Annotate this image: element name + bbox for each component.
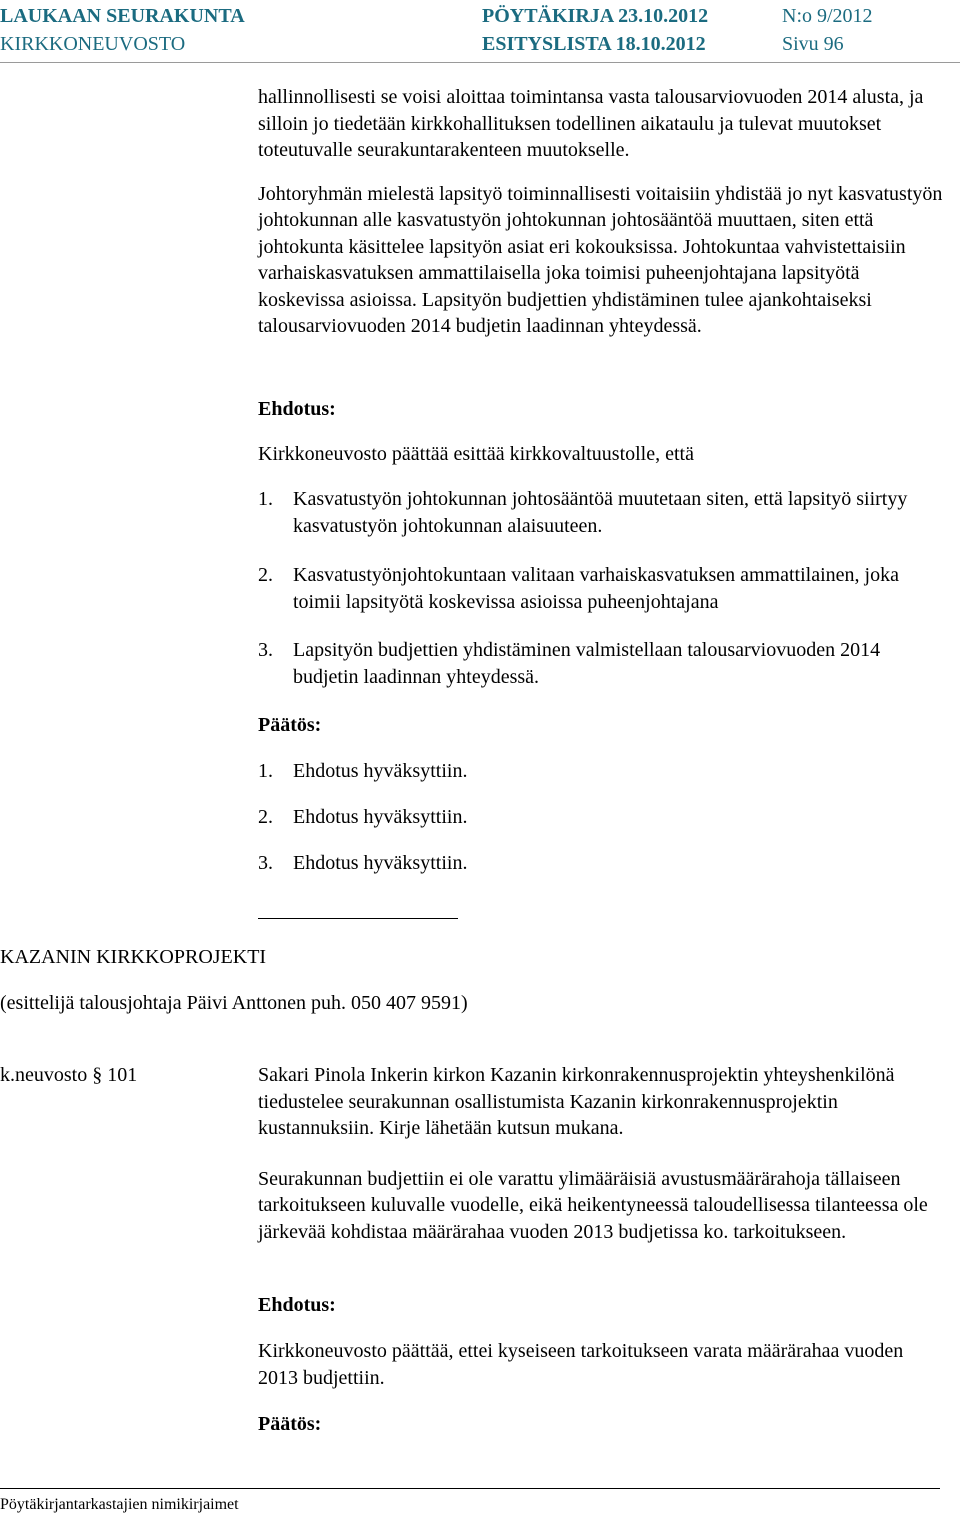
- decision-heading: Päätös:: [258, 714, 322, 736]
- proposal-lead: Kirkkoneuvosto päättää esittää kirkkovaltuustolle, että: [258, 443, 694, 465]
- proposal-item-2: [258, 562, 938, 615]
- page-header: [0, 0, 960, 62]
- proposal-heading: Ehdotus:: [258, 398, 336, 420]
- proposal-item-1: [258, 486, 938, 539]
- proposal-item-text: Kasvatustyön johtokunnan johtosääntöä muutetaan siten, että lapsityö siirtyy kasvatustyön johtokunnan alaisuuteen.: [293, 488, 908, 537]
- decision-item-2: [258, 804, 467, 831]
- header-divider: [0, 62, 960, 63]
- proposal-item-3: [258, 637, 938, 690]
- proposal-item-num: 1.: [258, 488, 273, 510]
- decision-item-text: Ehdotus hyväksyttiin.: [293, 760, 468, 782]
- decision-item-3: [258, 850, 467, 877]
- decision2-heading: Päätös:: [258, 1413, 322, 1435]
- proposal-item-num: 2.: [258, 564, 273, 586]
- footer-label: Pöytäkirjantarkastajien nimikirjaimet: [0, 1496, 239, 1513]
- proposal-item-text: Lapsityön budjettien yhdistäminen valmistellaan talousarviovuoden 2014 budjetin laadinnan yhteydessä.: [293, 639, 881, 688]
- agenda-date: ESITYSLISTA 18.10.2012: [482, 33, 706, 55]
- org-name: LAUKAAN SEURAKUNTA: [0, 5, 245, 27]
- minutes-number: N:o 9/2012: [782, 5, 873, 27]
- proposal-item-num: 3.: [258, 639, 273, 661]
- proposal2-text: Kirkkoneuvosto päättää, ettei kyseiseen tarkoitukseen varata määrärahaa vuoden 2013 budjettiin.: [258, 1340, 904, 1389]
- section2-paragraph-1: Sakari Pinola Inkerin kirkon Kazanin kirkonrakennusprojektin yhteyshenkilönä tiedustelee seurakunnan osallistumista Kazanin kirkonrakennusprojektin kustannuksiin. Kirje lähetään kutsun mukana.: [258, 1064, 895, 1139]
- proposal-item-text: Kasvatustyönjohtokuntaan valitaan varhaiskasvatuksen ammattilainen, joka toimii lapsityötä koskevissa asioissa puheenjohtajana: [293, 564, 899, 613]
- page-number: Sivu 96: [782, 33, 844, 55]
- decision-item-num: 1.: [258, 760, 273, 782]
- intro-paragraph-1: hallinnollisesti se voisi aloittaa toimintansa vasta talousarviovuoden 2014 alusta, ja silloin jo tiedetään kirkkohallituksen todellinen aikataulu ja tulevat muutokset toteutuvalle seurakuntarakenteen muutokselle.: [258, 86, 924, 161]
- decision-item-num: 3.: [258, 852, 273, 874]
- section-title: KAZANIN KIRKKOPROJEKTI: [0, 946, 267, 968]
- decision-item-text: Ehdotus hyväksyttiin.: [293, 806, 468, 828]
- footer-divider: [0, 1488, 940, 1489]
- section-end-rule: [258, 918, 458, 919]
- section2-paragraph-2: Seurakunnan budjettiin ei ole varattu ylimääräisiä avustusmäärärahoja tällaiseen tarkoitukseen kuluvalle vuodelle, eikä heikentyneessä taloudellisessa tilanteessa ole järkevää kohdistaa määrärahaa vuoden 2013 budjetissa ko. tarkoitukseen.: [258, 1167, 928, 1243]
- decision-item-1: [258, 758, 467, 785]
- proposal2-heading: Ehdotus:: [258, 1294, 336, 1316]
- body-name: KIRKKONEUVOSTO: [0, 33, 186, 55]
- intro-paragraph-2: Johtoryhmän mielestä lapsityö toiminnallisesti voitaisiin yhdistää jo nyt kasvatustyön johtokunnan alle kasvatustyön johtokunnan johtosääntöä muuttaen, siten että johtokunta käsittelee lapsityön asiat eri kokouksissa. Johtokuntaa vahvistettaisiin varhaiskasvatuksen ammattilaisella joka toimisi puheenjohtajana lapsityötä koskevissa asioissa. Lapsityön budjettien yhdistäminen tulee ajankohtaiseksi talousarviovuoden 2014 budjetin laadinnan yhteydessä.: [258, 182, 943, 337]
- section2-body: [258, 1062, 948, 1245]
- decision-item-num: 2.: [258, 806, 273, 828]
- section-reference: k.neuvosto § 101: [0, 1064, 138, 1086]
- intro-section: [258, 84, 946, 340]
- decision-item-text: Ehdotus hyväksyttiin.: [293, 852, 468, 874]
- presenter-line: (esittelijä talousjohtaja Päivi Anttonen puh. 050 407 9591): [0, 992, 468, 1014]
- minutes-date: PÖYTÄKIRJA 23.10.2012: [482, 5, 709, 27]
